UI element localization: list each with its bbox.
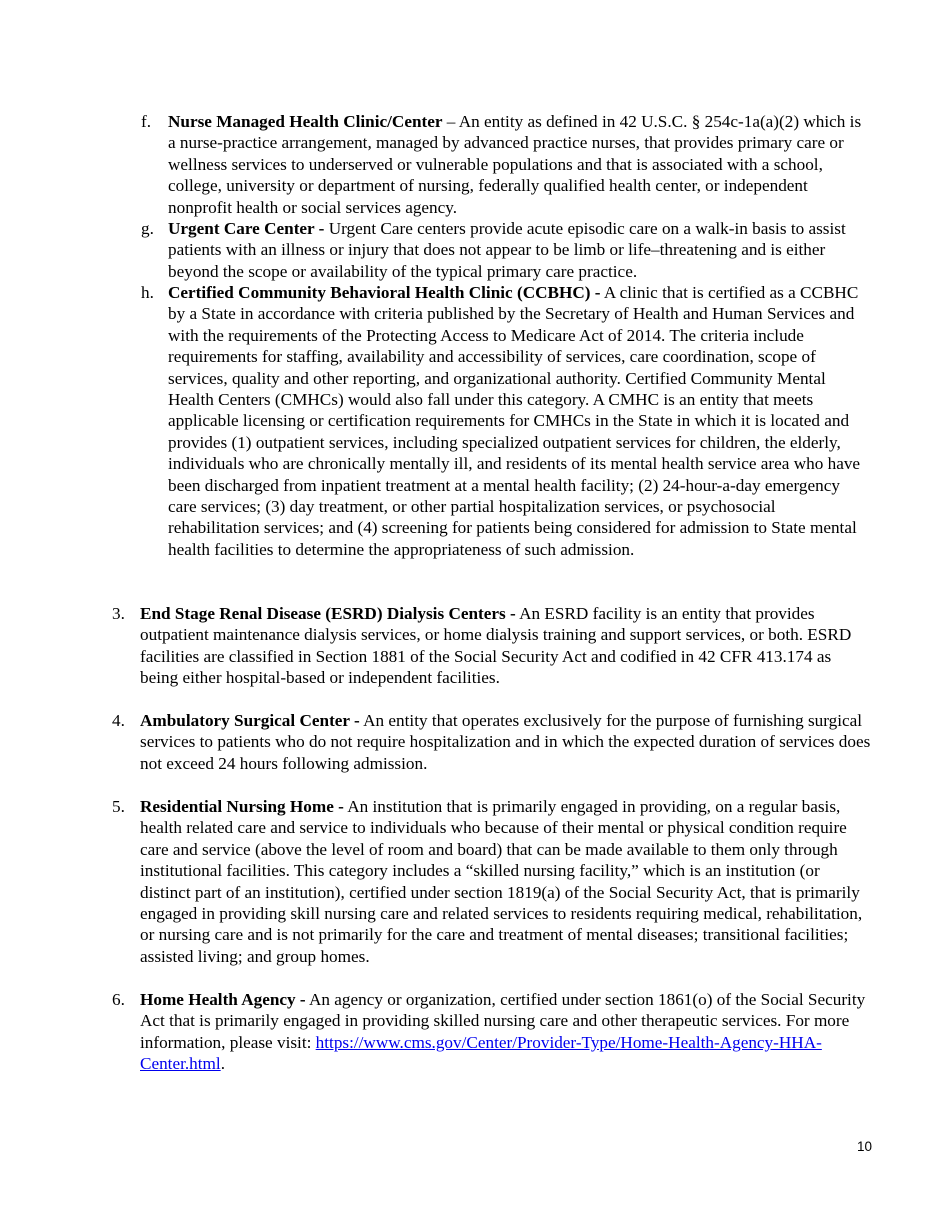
- definition-text: An ESRD facility is an entity that provides outpatient maintenance dialysis services, or home dialysis training and support services, or both. ESRD facilities are classified in Section 1881 of the Social Security Act and codified in 42 CFR 413.174 as being either hospital-based or independent facilities.: [140, 604, 852, 688]
- list-item-body: [168, 111, 871, 218]
- term-heading: Certified Community Behavioral Health Clinic (CCBHC) -: [168, 283, 601, 302]
- definition-text: An agency or organization, certified under section 1861(o) of the Social Security Act that is primarily engaged in providing skilled nursing care and other therapeutic services. For more information, please visit:: [140, 990, 866, 1052]
- definition-text: An institution that is primarily engaged in providing, on a regular basis, health related care and service to individuals who because of their mental or physical condition require care and service (above the level of room and board) that can be made available to them only through institutional facilities. This category includes a “skilled nursing facility,” which is an institution (or distinct part of an institution), certified under section 1819(a) of the Social Security Act, that is primarily engaged in providing skill nursing care and related services to residents requiring medical, rehabilitation, or nursing care and is not primarily for the care and treatment of mental diseases; transitional facilities; assisted living; and group homes.: [140, 797, 863, 966]
- definition-text: Urgent Care centers provide acute episodic care on a walk-in basis to assist patients with an illness or injury that does not appear to be limb or life–threatening and is either beyond the scope or availability of the typical primary care practice.: [168, 219, 846, 281]
- definition-text: An entity as defined in 42 U.S.C. § 254c-1a(a)(2) which is a nurse-practice arrangement, managed by advanced practice nurses, that provides primary care or wellness services to underserved or vulnerable populations and that is associated with a school, college, university or department of nursing, federally qualified health center, or independent nonprofit health or social services agency.: [168, 112, 862, 217]
- term-heading: Urgent Care Center -: [168, 219, 325, 238]
- list-marker: 6.: [112, 990, 125, 1009]
- list-marker: g.: [141, 219, 154, 238]
- list-item-body: [140, 796, 871, 967]
- page-number: 10: [856, 1139, 872, 1154]
- list-item-body: [168, 282, 871, 560]
- list-item-body: [140, 710, 871, 774]
- list-marker: 3.: [112, 604, 125, 623]
- term-heading: Residential Nursing Home -: [140, 797, 344, 816]
- term-heading: Home Health Agency -: [140, 990, 306, 1009]
- list-item-body: [140, 989, 871, 1075]
- list-marker: 4.: [112, 711, 125, 730]
- term-heading: Ambulatory Surgical Center -: [140, 711, 360, 730]
- cms-home-health-agency-link[interactable]: https://www.cms.gov/Center/Provider-Type/Home-Health-Agency-HHA-Center.html: [140, 1032, 822, 1074]
- term-heading: End Stage Renal Disease (ESRD) Dialysis Centers -: [140, 604, 516, 623]
- definition-text: An entity that operates exclusively for the purpose of furnishing surgical services to patients who do not require hospitalization and in which the expected duration of services does not exceed 24 hours following admission.: [140, 711, 871, 773]
- list-item-body: [140, 603, 871, 689]
- list-marker: 5.: [112, 797, 125, 816]
- trailing-period: .: [220, 1054, 225, 1074]
- term-separator: –: [442, 112, 459, 131]
- term-heading: Nurse Managed Health Clinic/Center: [168, 112, 443, 131]
- list-marker: h.: [141, 283, 154, 302]
- list-item-body: [168, 218, 871, 282]
- list-marker: f.: [141, 112, 152, 131]
- definition-text: A clinic that is certified as a CCBHC by a State in accordance with criteria published by the Secretary of Health and Human Services and with the requirements of the Protecting Access to Medicare Act of 2014. The criteria include requirements for staffing, availability and accessibility of services, care coordination, scope of services, quality and other reporting, and organizational authority. Certified Community Mental Health Centers (CMHCs) would also fall under this category. A CMHC is an entity that meets applicable licensing or certification requirements for CMHCs in the State in which it is located and provides (1) outpatient services, including specialized outpatient services for children, the elderly, individuals who are chronically mentally ill, and residents of its mental health service area who have been discharged from inpatient treatment at a mental health facility; (2) 24-hour-a-day emergency care services; (3) day treatment, or other partial hospitalization services, or psychosocial rehabilitation services; and (4) screening for patients being considered for admission to State mental health facilities to determine the appropriateness of such admission.: [168, 283, 861, 559]
